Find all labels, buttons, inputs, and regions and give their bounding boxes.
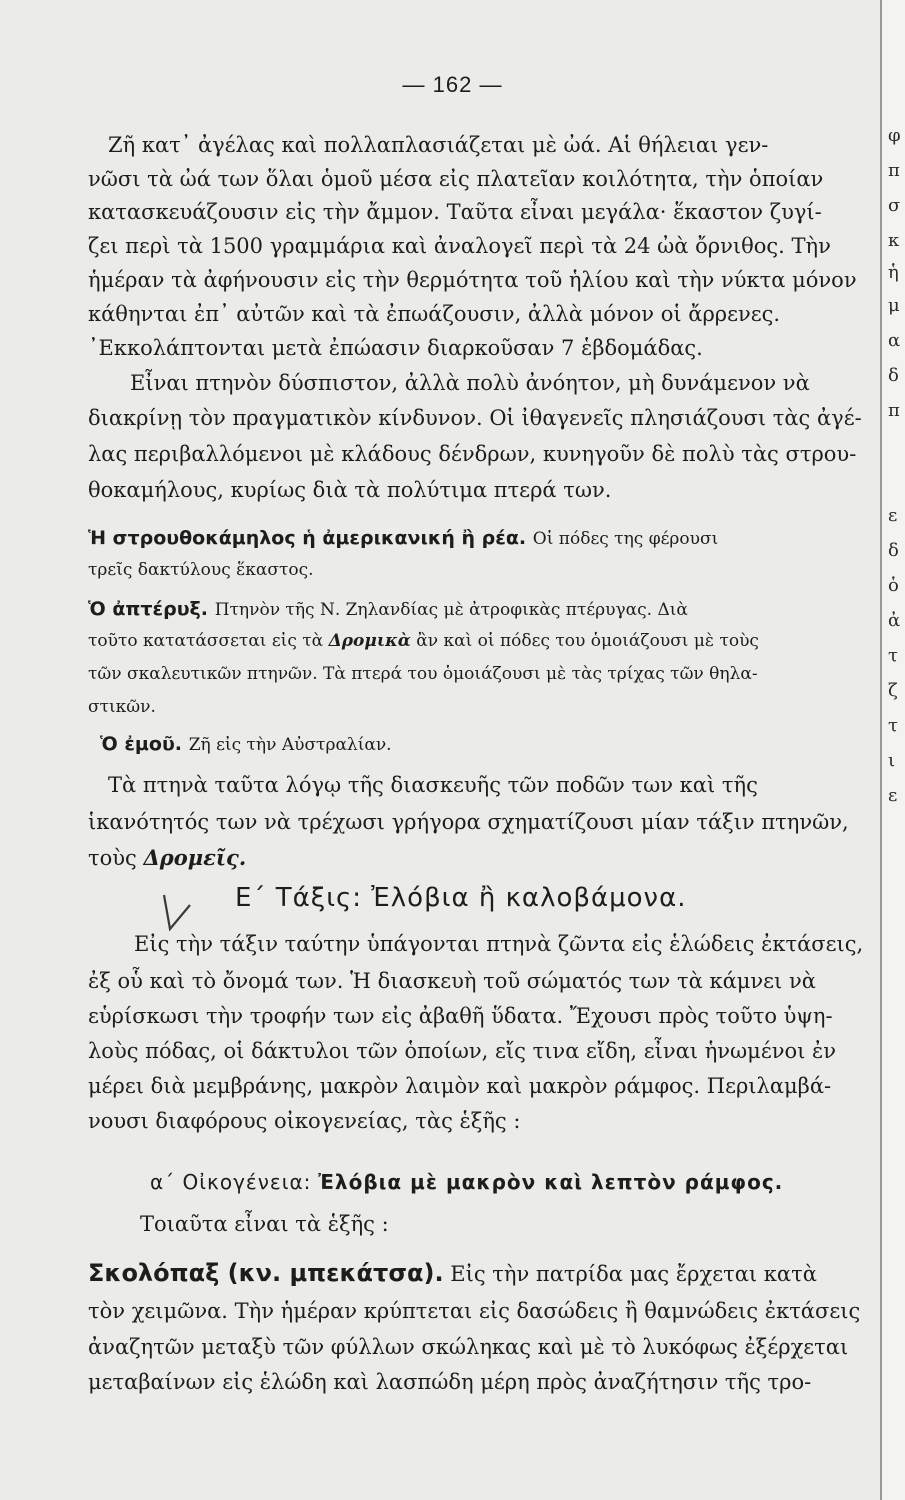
text-line: διακρίνῃ τὸν πραγματικὸν κίνδυνον. Οἱ ἰθαγενεῖς πλησιάζουσι τὰς ἀγέ- [88, 406, 862, 430]
kiwi-text: Πτηνὸν τῆς Ν. Ζηλανδίας μὲ ἀτροφικὰς πτέρυγας. Διὰ [214, 600, 688, 620]
rhea-line [88, 523, 878, 553]
edge-glyph: ἡ [888, 262, 899, 283]
text-line: τὸν χειμῶνα. Τὴν ἡμέραν κρύπτεται εἰς δασώδεις ἢ θαμνώδεις ἐκτάσεις [88, 1299, 861, 1323]
runners-term-dromeis: Δρομεῖς. [143, 845, 247, 870]
text-line: ἡμέραν τὰ ἀφήνουσιν εἰς τὴν θερμότητα τοῦ ἡλίου καὶ τὴν νύκτα μόνον [88, 268, 857, 292]
pencil-mark-icon [160, 893, 196, 933]
emu-text: Ζῆ εἰς τὴν Αὐστραλίαν. [188, 735, 392, 755]
edge-glyph: σ [888, 195, 901, 216]
page-number: — 162 — [402, 72, 503, 97]
family-title: Ἐλόβια μὲ μακρὸν καὶ λεπτὸν ράμφος. [318, 1170, 784, 1194]
text-line: μέρει διὰ μεμβράνης, μακρὸν λαιμὸν καὶ μακρὸν ράμφος. Περιλαμβά- [88, 1074, 832, 1098]
text-line: Ζῆ κατ᾽ ἀγέλας καὶ πολλαπλασιάζεται μὲ ὠά. Αἱ θήλειαι γεν- [108, 133, 769, 157]
edge-glyph: ζ [888, 680, 898, 701]
edge-glyph: α [888, 330, 901, 351]
snipe-text: Εἰς τὴν πατρίδα μας ἔρχεται κατὰ [450, 1262, 817, 1286]
edge-glyph: π [888, 400, 900, 421]
text-line: θοκαμήλους, κυρίως διὰ τὰ πολύτιμα πτερά των. [88, 478, 612, 502]
text-line [88, 844, 878, 872]
edge-glyph: δ [888, 365, 899, 386]
text-line: Εἶναι πτηνὸν δύσπιστον, ἀλλὰ πολὺ ἀνόητον, μὴ δυνάμενον νὰ [130, 371, 810, 395]
kiwi-term-dromika: Δρομικὰ [328, 631, 411, 651]
kiwi-heading: Ὁ ἀπτέρυξ. [88, 598, 209, 620]
edge-glyph: π [888, 160, 900, 181]
adjacent-page-edge [880, 0, 905, 1500]
text-line: νῶσι τὰ ὠά των ὅλαι ὁμοῦ μέσα εἰς πλατεῖαν κοιλότητα, τὴν ὁποίαν [88, 167, 824, 191]
text-line: ἐξ οὗ καὶ τὸ ὄνομά των. Ἡ διασκευὴ τοῦ σώματός των τὰ κάμνει νὰ [88, 969, 816, 993]
text-line: νουσι διαφόρους οἰκογενείας, τὰς ἑξῆς : [88, 1109, 521, 1133]
text-line: εὑρίσκωσι τὴν τροφήν των εἰς ἀβαθῆ ὕδατα. Ἔχουσι πρὸς τοῦτο ὑψη- [88, 1004, 833, 1028]
kiwi-line-4: στικῶν. [88, 697, 156, 717]
text-line: λας περιβαλλόμενοι μὲ κλάδους δένδρων, κυνηγοῦν δὲ πολὺ τὰς στρου- [88, 442, 857, 466]
text-line: Τοιαῦτα εἶναι τὰ ἑξῆς : [140, 1212, 389, 1236]
edge-glyph: δ [888, 540, 899, 561]
text-line: ἱκανότητός των νὰ τρέχωσι γρήγορα σχηματίζουσι μίαν τάξιν πτηνῶν, [88, 810, 849, 834]
edge-glyph: ε [888, 505, 898, 526]
edge-glyph: ι [888, 750, 896, 771]
text-line: κάθηνται ἐπ᾽ αὐτῶν καὶ τὰ ἐπωάζουσιν, ἀλλὰ μόνον οἱ ἄρρενες. [88, 302, 781, 326]
text-line: ζει περὶ τὰ 1500 γραμμάρια καὶ ἀναλογεῖ περὶ τὰ 24 ὠὰ ὄρνιθος. Τὴν [88, 234, 831, 258]
kiwi-line [88, 594, 878, 624]
edge-glyph: τ [888, 715, 898, 736]
kiwi-line-3: τῶν σκαλευτικῶν πτηνῶν. Τὰ πτερά του ὁμοιάζουσι μὲ τὰς τρίχας τῶν θηλα- [88, 664, 758, 684]
family-line [150, 1168, 905, 1196]
section-title: Ε΄ Τάξις: Ἐλόβια ἢ καλοβάμονα. [235, 883, 687, 913]
edge-glyph: μ [888, 295, 900, 316]
text-line: κατασκευάζουσιν εἰς τὴν ἄμμον. Ταῦτα εἶναι μεγάλα· ἕκαστον ζυγί- [88, 200, 822, 224]
emu-heading: Ὁ ἐμοῦ. [100, 733, 183, 755]
edge-glyph: ε [888, 785, 898, 806]
emu-line [100, 729, 890, 759]
text-line: λοὺς πόδας, οἱ δάκτυλοι τῶν ὁποίων, εἴς τινα εἴδη, εἶναι ἡνωμένοι ἐν [88, 1039, 837, 1063]
edge-glyph: ἀ [888, 610, 901, 631]
edge-glyph: τ [888, 645, 898, 666]
edge-glyph: ὁ [888, 575, 899, 596]
kiwi-text-c: ἂν καὶ οἱ πόδες του ὁμοιάζουσι μὲ τοὺς [410, 631, 759, 651]
snipe-line [88, 1257, 878, 1290]
text-line: Τὰ πτηνὰ ταῦτα λόγῳ τῆς διασκευῆς τῶν ποδῶν των καὶ τῆς [108, 773, 758, 797]
kiwi-text-a: τοῦτο κατατάσσεται εἰς τὰ [88, 631, 329, 651]
rhea-heading: Ἡ στρουθοκάμηλος ἡ ἀμερικανική ἢ ρέα. [88, 527, 527, 549]
edge-glyph: φ [888, 125, 901, 146]
rhea-text: Οἱ πόδες της φέρουσι [532, 529, 719, 549]
family-label: α΄ Οἰκογένεια: [150, 1170, 312, 1194]
runners-text: τοὺς [88, 846, 144, 870]
text-line: μεταβαίνων εἰς ἑλώδη καὶ λασπώδη μέρη πρὸς ἀναζήτησιν τῆς τρο- [88, 1370, 812, 1394]
rhea-line-2: τρεῖς δακτύλους ἕκαστος. [88, 560, 314, 580]
snipe-heading: Σκολόπαξ (κν. μπεκάτσα). [88, 1259, 444, 1287]
kiwi-line-2 [88, 627, 878, 655]
text-line: Εἰς τὴν τάξιν ταύτην ὑπάγονται πτηνὰ ζῶντα εἰς ἑλώδεις ἐκτάσεις, [134, 932, 864, 956]
text-line: ἀναζητῶν μεταξὺ τῶν φύλλων σκώληκας καὶ μὲ τὸ λυκόφως ἐξέρχεται [88, 1335, 849, 1359]
text-line: ᾽Εκκολάπτονται μετὰ ἐπώασιν διαρκοῦσαν 7 ἑβδομάδας. [88, 336, 703, 360]
edge-glyph: κ [888, 230, 900, 251]
